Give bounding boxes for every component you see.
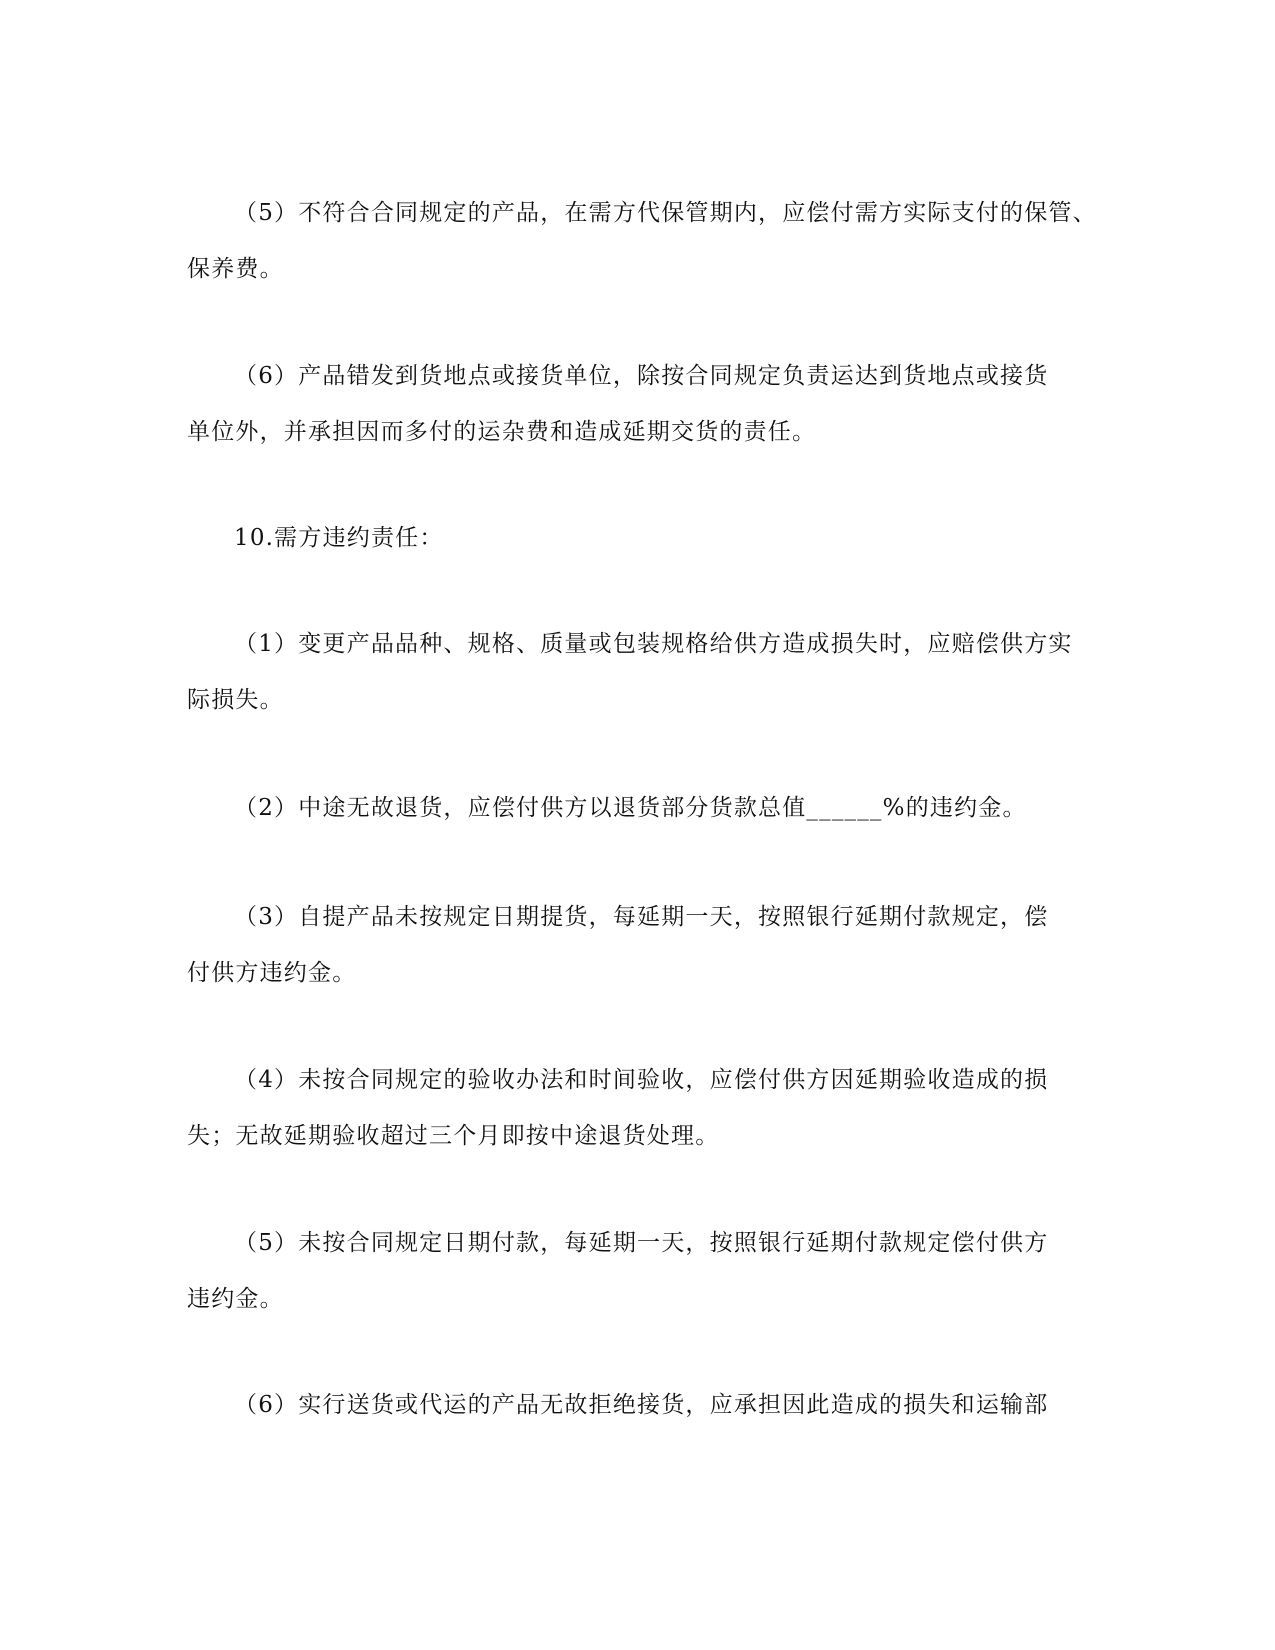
paragraph-buyer-1 (187, 616, 1087, 728)
text-line: （1）变更产品品种、规格、质量或包装规格给供方造成损失时，应赔偿供方实 (234, 631, 1073, 657)
text-line: （6）产品错发到货地点或接货单位，除按合同规定负责运达到货地点或接货 (234, 363, 1049, 389)
text-line: （4）未按合同规定的验收办法和时间验收，应偿付供方因延期验收造成的损 (234, 1067, 1049, 1093)
paragraph-buyer-2 (187, 780, 1087, 836)
paragraph-supplier-5 (187, 185, 1097, 297)
text-line: 失；无故延期验收超过三个月即按中途退货处理。 (187, 1123, 720, 1149)
paragraph-buyer-6 (187, 1377, 1087, 1433)
text-line: 违约金。 (187, 1286, 284, 1312)
paragraph-supplier-6 (187, 348, 1087, 460)
text-line: 保养费。 (187, 256, 284, 282)
text-line: （6）实行送货或代运的产品无故拒绝接货，应承担因此造成的损失和运输部 (234, 1392, 1049, 1418)
paragraph-buyer-3 (187, 889, 1087, 1001)
text-line: （3）自提产品未按规定日期提货，每延期一天，按照银行延期付款规定，偿 (234, 904, 1049, 930)
text-line: 付供方违约金。 (187, 960, 357, 986)
paragraph-buyer-5 (187, 1215, 1087, 1327)
text-line: （5）未按合同规定日期付款，每延期一天，按照银行延期付款规定偿付供方 (234, 1230, 1049, 1256)
section-heading-buyer-liability (187, 510, 1087, 566)
paragraph-buyer-4 (187, 1052, 1087, 1164)
text-line: （5）不符合合同规定的产品，在需方代保管期内，应偿付需方实际支付的保管、 (234, 200, 1097, 226)
text-line: （2）中途无故退货，应偿付供方以退货部分货款总值______%的违约金。 (234, 795, 1027, 821)
text-line: 10.需方违约责任： (234, 525, 444, 551)
text-line: 单位外，并承担因而多付的运杂费和造成延期交货的责任。 (187, 419, 817, 445)
text-line: 际损失。 (187, 687, 284, 713)
